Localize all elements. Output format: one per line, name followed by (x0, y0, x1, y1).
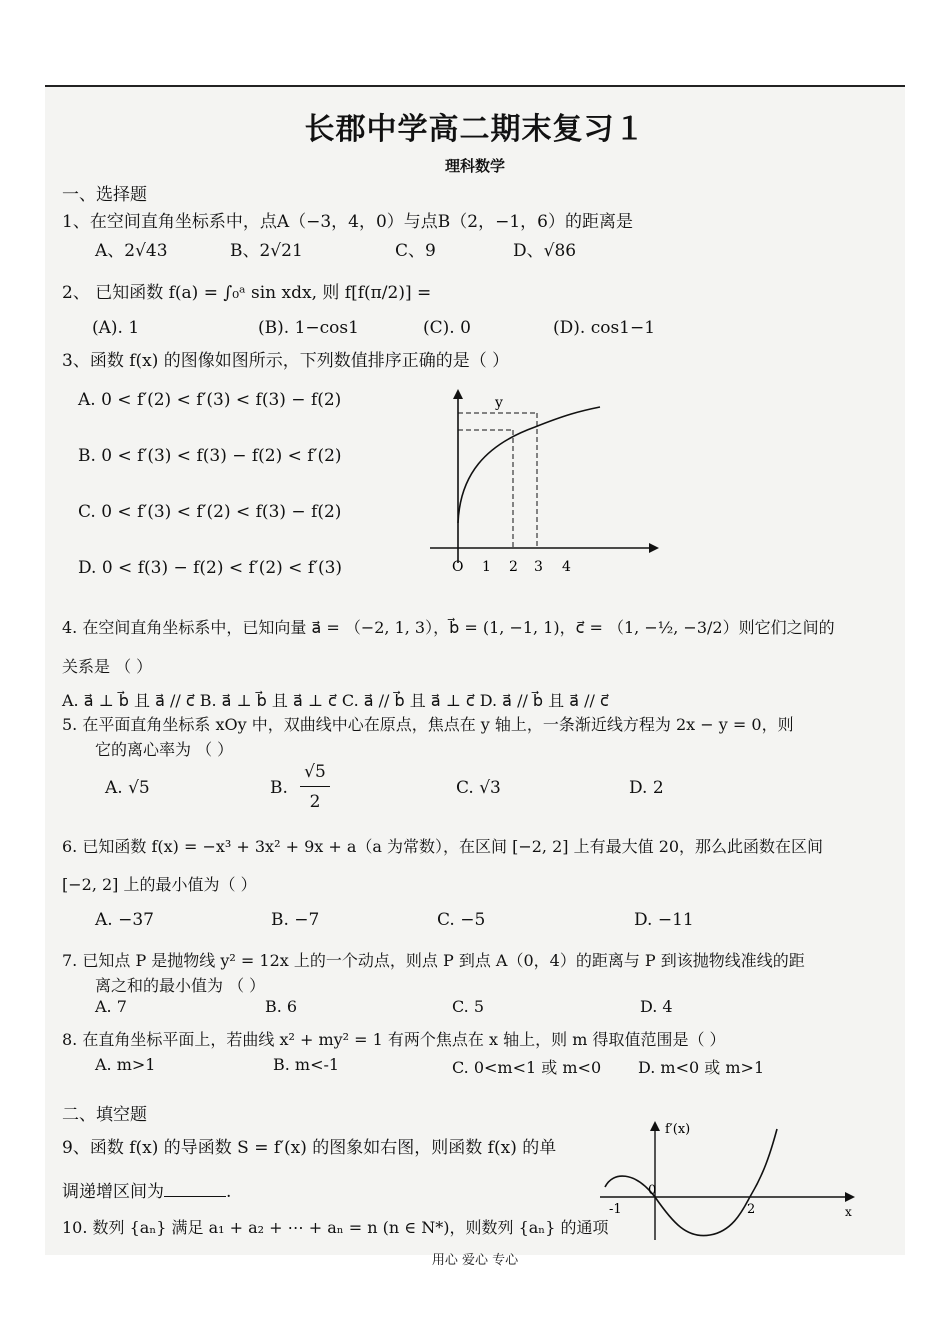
q8-option-a: A. m>1 (95, 1055, 156, 1074)
q3-origin-label: O (452, 559, 464, 575)
q9-x-label: x (845, 1205, 852, 1219)
q5-option-b-denominator: 2 (309, 792, 321, 812)
q3-option-d: D. 0 < f(3) − f(2) < f′(2) < f′(3) (78, 558, 343, 578)
header-rule (45, 85, 905, 87)
q3-curve (458, 407, 600, 523)
q3-x-arrow (649, 543, 659, 553)
q3-stem: 3、函数 f(x) 的图像如图所示，下列数值排序正确的是（ ） (62, 351, 510, 371)
q7-option-a: A. 7 (95, 997, 127, 1016)
scanned-page-background (45, 85, 905, 1255)
q4-stem-continued: 关系是 （ ） (62, 657, 153, 676)
q7-option-b: B. 6 (265, 997, 298, 1016)
q1-option-d: D、√86 (513, 241, 577, 261)
q5-option-a: A. √5 (105, 778, 150, 798)
q9-stem-line2 (62, 1177, 231, 1202)
q3-option-c: C. 0 < f′(3) < f′(2) < f(3) − f(2) (78, 502, 342, 522)
q8-option-b: B. m<-1 (273, 1055, 340, 1074)
q10-stem: 10. 数列 {aₙ} 满足 a₁ + a₂ + ⋯ + aₙ = n (n ∈ N*)，则数列 {aₙ} 的通项 (62, 1218, 609, 1237)
q9-stem: 9、函数 f(x) 的导函数 S = f′(x) 的图象如右图，则函数 f(x) 的单 (62, 1138, 557, 1158)
page-title: 长郡中学高二期末复习１ (304, 112, 646, 147)
q2-option-a: (A). 1 (92, 318, 140, 338)
q2-option-c: (C). 0 (423, 318, 471, 338)
q8-option-d: D. m<0 或 m>1 (638, 1058, 765, 1077)
q9-y-label: f′(x) (665, 1122, 691, 1137)
q7-stem-continued: 离之和的最小值为 （ ） (95, 976, 266, 995)
q3-tick-3: 3 (534, 559, 543, 575)
q3-tick-2: 2 (509, 559, 518, 575)
q8-option-c: C. 0<m<1 或 m<0 (452, 1058, 602, 1077)
q2-option-b: (B). 1−cos1 (258, 318, 359, 338)
q9-answer-blank[interactable] (164, 1195, 226, 1197)
q1-option-a: A、2√43 (95, 241, 168, 261)
q9-tick-two: 2 (747, 1202, 756, 1217)
q4-options: A. a⃗ ⊥ b⃗ 且 a⃗ // c⃗ B. a⃗ ⊥ b⃗ 且 a⃗ ⊥ c⃗ C. a⃗ // b⃗ 且 a⃗ ⊥ c⃗ D. a⃗ // b⃗ 且 a⃗ // c⃗ (62, 691, 609, 710)
q5-option-b-fraction-bar (300, 786, 330, 787)
q3-tick-1: 1 (482, 559, 491, 575)
q3-y-arrow (453, 389, 463, 399)
q3-tick-4: 4 (562, 559, 571, 575)
q6-option-a: A. −37 (95, 910, 154, 930)
q1-option-b: B、2√21 (230, 241, 303, 261)
page-subtitle: 理科数学 (444, 157, 505, 175)
q9-origin-label: 0 (648, 1183, 657, 1198)
q5-option-b-label: B. (270, 778, 288, 798)
q3-option-a: A. 0 < f′(2) < f′(3) < f(3) − f(2) (78, 390, 342, 410)
q9-stem-continued: 调递增区间为 (62, 1182, 164, 1202)
q2-option-d: (D). cos1−1 (553, 318, 656, 338)
q7-option-c: C. 5 (452, 997, 485, 1016)
q3-y-label: y (495, 395, 503, 411)
q5-stem-continued: 它的离心率为 （ ） (95, 740, 234, 759)
q9-tick-minus-one: -1 (609, 1202, 622, 1217)
q5-option-d: D. 2 (629, 778, 664, 798)
q2-stem: 2、 已知函数 f(a) = ∫₀ᵃ sin xdx, 则 f[f(π/2)] = (62, 283, 432, 303)
q6-stem: 6. 已知函数 f(x) = −x³ + 3x² + 9x + a（a 为常数），在区间 [−2, 2] 上有最大值 20，那么此函数在区间 (62, 837, 824, 856)
q8-stem: 8. 在直角坐标平面上，若曲线 x² + my² = 1 有两个焦点在 x 轴上，则 m 得取值范围是（ ） (62, 1030, 726, 1049)
q3-option-b: B. 0 < f′(3) < f(3) − f(2) < f′(2) (78, 446, 342, 466)
q1-option-c: C、9 (395, 241, 436, 261)
q6-option-b: B. −7 (271, 910, 320, 930)
q6-option-d: D. −11 (634, 910, 694, 930)
q9-x-arrow (845, 1192, 855, 1202)
section-heading-choice: 一、选择题 (62, 185, 147, 205)
q1-stem: 1、在空间直角坐标系中，点A（−3，4，0）与点B（2，−1，6）的距离是 (62, 212, 633, 232)
q9-curve (605, 1129, 777, 1236)
section-heading-fill-in: 二、填空题 (62, 1105, 147, 1125)
q5-option-c: C. √3 (456, 778, 501, 798)
q3-function-graph (425, 385, 665, 585)
q7-option-d: D. 4 (640, 997, 673, 1016)
q4-stem: 4. 在空间直角坐标系中，已知向量 a⃗ = （−2, 1, 3），b⃗ = (1, −1, 1)，c⃗ = （1, −½, −3/2）则它们之间的 (62, 618, 835, 637)
q6-stem-continued: [−2, 2] 上的最小值为（ ） (62, 875, 257, 894)
q9-derivative-graph (595, 1115, 860, 1245)
q5-stem: 5. 在平面直角坐标系 xOy 中，双曲线中心在原点，焦点在 y 轴上，一条渐近线方程为 2x − y = 0，则 (62, 715, 794, 734)
q6-option-c: C. −5 (437, 910, 486, 930)
q7-stem: 7. 已知点 P 是抛物线 y² = 12x 上的一个动点，则点 P 到点 A（0，4）的距离与 P 到该抛物线准线的距 (62, 951, 805, 970)
q9-y-arrow (650, 1121, 660, 1131)
page-footer: 用心 爱心 专心 (431, 1253, 519, 1268)
q5-option-b-numerator: √5 (304, 762, 326, 782)
q9-stem-end: . (226, 1182, 232, 1202)
